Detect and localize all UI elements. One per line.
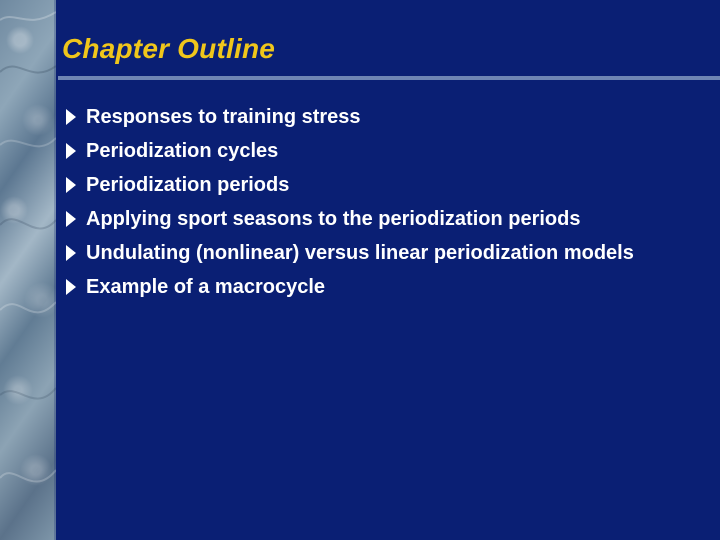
outline-item	[66, 239, 706, 267]
marble-sidebar	[0, 0, 56, 540]
right-triangle-bullet-icon	[66, 177, 76, 193]
outline-item-text: Periodization cycles	[86, 140, 279, 162]
outline-item	[66, 205, 706, 233]
outline-list	[66, 103, 706, 307]
outline-item	[66, 171, 706, 199]
right-triangle-bullet-icon	[66, 245, 76, 261]
outline-item	[66, 103, 706, 131]
right-triangle-bullet-icon	[66, 109, 76, 125]
right-triangle-bullet-icon	[66, 279, 76, 295]
right-triangle-bullet-icon	[66, 211, 76, 227]
outline-item-text: Responses to training stress	[86, 106, 361, 128]
outline-item	[66, 273, 706, 301]
title-divider	[58, 76, 720, 80]
outline-item-text: Periodization periods	[86, 174, 290, 196]
outline-item-text: Undulating (nonlinear) versus linear periodization models	[86, 242, 634, 264]
marble-texture	[0, 0, 56, 540]
right-triangle-bullet-icon	[66, 143, 76, 159]
outline-item	[66, 137, 706, 165]
slide-title: Chapter Outline	[62, 33, 276, 64]
outline-item-text: Applying sport seasons to the periodization periods	[86, 208, 581, 230]
outline-item-text: Example of a macrocycle	[86, 276, 326, 298]
